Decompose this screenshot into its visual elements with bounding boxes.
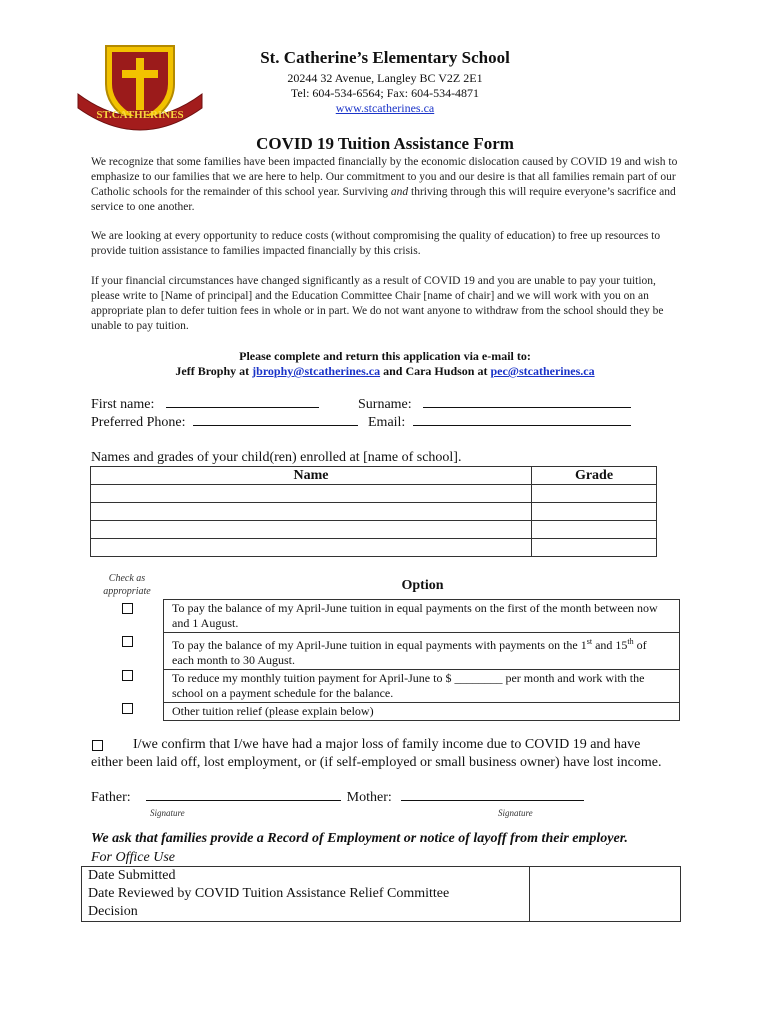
children-table [90, 466, 657, 557]
contact-name-1: Jeff Brophy at [175, 364, 253, 378]
phone-label: Preferred Phone: [91, 415, 186, 430]
options-table [163, 599, 680, 721]
mother-signature-line[interactable] [401, 800, 584, 801]
email-field[interactable] [413, 425, 631, 426]
option-2-text: To pay the balance of my April-June tuition in equal payments with payments on the 1st and 15th of each month to 30 August. [164, 633, 680, 670]
col-name-header: Name [91, 467, 532, 485]
intro-text-1: We recognize that some families have been impacted financially by the economic dislocation caused by COVID 19 and wish to emphasize to our families that we are here to help. Our commitment to you and our desire is that all families remain part of our Catholic schools for the remainder of this school year. Surviving [91, 156, 678, 198]
option-2-checkbox[interactable] [122, 636, 133, 647]
email-link-pec[interactable]: pec@stcatherines.ca [490, 364, 595, 378]
surname-label: Surname: [358, 397, 412, 412]
option-row [164, 670, 680, 703]
school-website-link[interactable]: www.stcatherines.ca [335, 101, 435, 115]
option-1-text: To pay the balance of my April-June tuition in equal payments on the first of the month between now and 1 August. [164, 600, 680, 633]
cost-paragraph: We are looking at every opportunity to reduce costs (without compromising the quality of education) to free up resources to provide tuition assistance to families impacted financially by this crisis. [91, 230, 661, 257]
child-grade-cell[interactable] [532, 539, 657, 557]
contact-name-2: and Cara Hudson at [380, 364, 491, 378]
father-label: Father: [91, 790, 131, 805]
intro-paragraph [91, 155, 681, 215]
office-row-decision: Decision [88, 904, 138, 919]
father-signature-caption: Signature [150, 808, 185, 818]
child-grade-cell[interactable] [532, 521, 657, 539]
form-title: COVID 19 Tuition Assistance Form [256, 134, 514, 153]
intro-emphasis: and [390, 186, 409, 198]
option-header: Option [401, 578, 444, 593]
mother-label: Mother: [346, 790, 392, 805]
school-phone-fax: Tel: 604-534-6564; Fax: 604-534-4871 [290, 86, 480, 100]
child-grade-cell[interactable] [532, 503, 657, 521]
instructions-paragraph: If your financial circumstances have changed significantly as a result of COVID 19 and you are unable to pay your tuition, please write to [Name of principal] and the Education Committee Chair [name of chair] and we will work with you on an appropriate plan to defer tuition fees in whole or in part. We do not want anyone to withdraw from the school should they be unable to pay tuition. [91, 275, 664, 332]
children-intro: Names and grades of your child(ren) enrolled at [name of school]. [91, 450, 462, 465]
school-name: St. Catherine’s Elementary School [260, 48, 510, 67]
col-grade-header: Grade [532, 467, 657, 485]
record-note: We ask that families provide a Record of Employment or notice of layoff from their employer. [91, 831, 628, 846]
mother-signature-caption: Signature [498, 808, 533, 818]
first-name-label: First name: [91, 397, 155, 412]
option-row [164, 703, 680, 721]
option-3-checkbox[interactable] [122, 670, 133, 681]
child-name-cell[interactable] [91, 521, 532, 539]
option-row [164, 633, 680, 670]
option-1-checkbox[interactable] [122, 603, 133, 614]
first-name-field[interactable] [166, 407, 319, 408]
confirm-text: I/we confirm that I/we have had a major loss of family income due to COVID 19 and have either been laid off, lost employment, or (if self-employed or small business owner) have lost income. [91, 737, 662, 770]
email-link-jbrophy[interactable]: jbrophy@stcatherines.ca [252, 364, 381, 378]
option-3-text: To reduce my monthly tuition payment for April-June to $ ________ per month and work with the school on a payment schedule for the balance. [164, 670, 680, 703]
check-as-appropriate-label: Check as appropriate [103, 573, 151, 597]
child-name-cell[interactable] [91, 503, 532, 521]
option-4-checkbox[interactable] [122, 703, 133, 714]
option-row [164, 600, 680, 633]
option-4-text: Other tuition relief (please explain below) [164, 703, 680, 721]
office-use-entry-cell[interactable] [530, 867, 681, 922]
table-row [91, 503, 657, 521]
child-name-cell[interactable] [91, 539, 532, 557]
child-grade-cell[interactable] [532, 485, 657, 503]
email-label: Email: [368, 415, 406, 430]
return-instructions: Please complete and return this application via e-mail to: [239, 349, 531, 363]
table-row [91, 485, 657, 503]
office-row-date-submitted: Date Submitted [88, 868, 176, 883]
logo-text: ST.CATHERINES [96, 109, 184, 121]
phone-field[interactable] [193, 425, 358, 426]
school-address: 20244 32 Avenue, Langley BC V2Z 2E1 [287, 71, 483, 85]
office-use-title: For Office Use [91, 850, 175, 865]
child-name-cell[interactable] [91, 485, 532, 503]
surname-field[interactable] [423, 407, 631, 408]
office-use-table [81, 866, 681, 922]
table-row [91, 521, 657, 539]
table-row [91, 539, 657, 557]
intro-text-2: thriving through this will require everyone’s sacrifice and service to one another. [91, 186, 676, 213]
contact-line [0, 364, 770, 379]
father-signature-line[interactable] [146, 800, 341, 801]
office-row-date-reviewed: Date Reviewed by COVID Tuition Assistance Relief Committee [88, 886, 450, 901]
